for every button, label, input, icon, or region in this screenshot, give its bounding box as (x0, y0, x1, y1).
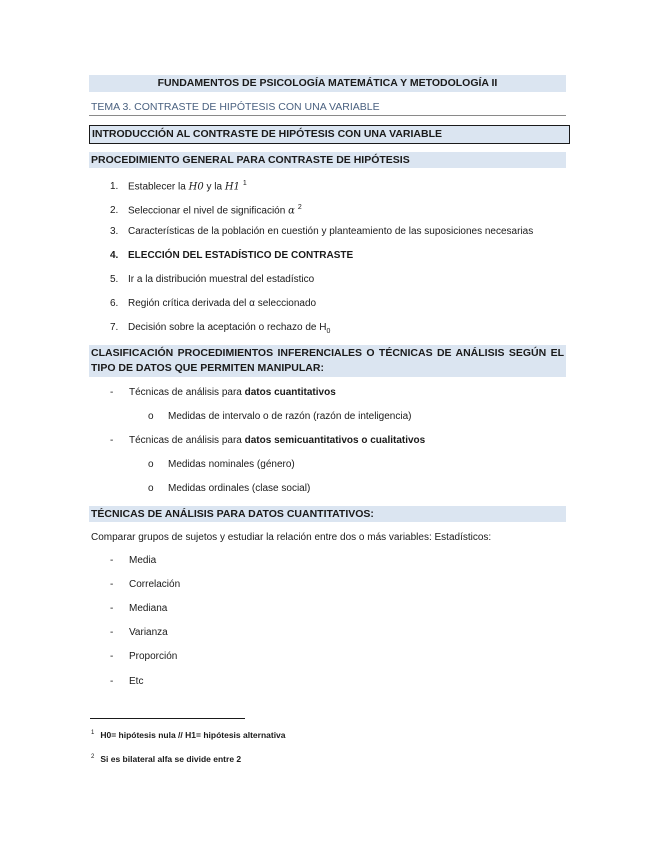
footnote-number: 1 (91, 730, 95, 736)
procedure-step-2 (110, 201, 302, 215)
step-text: Región crítica derivada del α seleccionado (128, 298, 317, 309)
footnote-1 (91, 727, 286, 741)
subitem-text: Medidas de intervalo o de razón (razón de inteligencia) (168, 411, 412, 422)
subitem-text: Medidas nominales (género) (168, 459, 295, 470)
step-number: 3. (110, 226, 119, 237)
statistic-text: Varianza (129, 627, 168, 638)
intro-heading: INTRODUCCIÓN AL CONTRASTE DE HIPÓTESIS CON UNA VARIABLE (89, 125, 570, 144)
dash-bullet: - (110, 603, 114, 614)
step-text: Seleccionar el nivel de significación (128, 205, 286, 217)
statistic-text: Correlación (129, 579, 181, 590)
classification-subitem (148, 410, 411, 424)
group-text: Técnicas de análisis para (129, 435, 245, 446)
statistic-text: Media (129, 555, 157, 566)
step-number: 5. (110, 274, 119, 285)
procedure-step-3 (110, 225, 533, 239)
procedure-step-4 (110, 249, 353, 263)
statistic-item (110, 602, 167, 616)
footnote-separator (90, 718, 245, 719)
procedure-step-1 (110, 177, 247, 191)
step-number: 2. (110, 205, 119, 217)
group-bold-text: datos semicuantitativos o cualitativos (244, 435, 426, 446)
statistic-text: Etc (129, 676, 144, 687)
dash-bullet: - (110, 651, 114, 662)
dash-bullet: - (110, 676, 114, 687)
step-text: Ir a la distribución muestral del estadístico (128, 274, 315, 285)
step-number: 1. (110, 181, 119, 193)
step-number: 7. (110, 322, 119, 333)
step-text: Características de la población en cuestión y planteamiento de las suposiciones necesarias (128, 226, 534, 237)
statistic-item (110, 675, 143, 689)
procedure-step-6 (110, 297, 316, 311)
footnote-ref-1: 1 (242, 180, 247, 187)
h1-symbol: H1 (224, 181, 240, 193)
procedure-step-7 (110, 321, 330, 335)
statistic-text: Proporción (129, 651, 178, 662)
classification-group-1 (110, 386, 336, 400)
step-number: 4. (110, 250, 119, 261)
subitem-text: Medidas ordinales (clase social) (168, 483, 311, 494)
quantitative-intro: Comparar grupos de sujetos y estudiar la relación entre dos o más variables: Estadísticos: (91, 532, 492, 543)
dash-bullet: - (110, 435, 114, 446)
circle-bullet: o (148, 459, 154, 470)
group-text: Técnicas de análisis para (129, 387, 245, 398)
statistic-text: Mediana (129, 603, 168, 614)
procedure-step-5 (110, 273, 314, 287)
classification-group-2 (110, 434, 425, 448)
statistic-item (110, 578, 180, 592)
step-text: ELECCIÓN DEL ESTADÍSTICO DE CONTRASTE (128, 250, 354, 261)
dash-bullet: - (110, 387, 114, 398)
step-text: Decisión sobre la aceptación o rechazo de H (128, 322, 327, 333)
statistic-item (110, 626, 168, 640)
dash-bullet: - (110, 579, 114, 590)
footnote-2 (91, 751, 241, 765)
classification-subitem (148, 458, 295, 472)
alpha-symbol: α (288, 205, 295, 217)
statistic-item (110, 650, 177, 664)
h0-symbol: H0 (188, 181, 204, 193)
step-number: 6. (110, 298, 119, 309)
circle-bullet: o (148, 411, 154, 422)
group-bold-text: datos cuantitativos (244, 387, 336, 398)
footnote-number: 2 (91, 754, 95, 760)
dash-bullet: - (110, 627, 114, 638)
step-text: Establecer la (128, 181, 189, 193)
statistic-item (110, 554, 156, 568)
quantitative-heading: TÉCNICAS DE ANÁLISIS PARA DATOS CUANTITATIVOS: (89, 506, 566, 522)
circle-bullet: o (148, 483, 154, 494)
classification-heading: CLASIFICACIÓN PROCEDIMIENTOS INFERENCIALES O TÉCNICAS DE ANÁLISIS SEGÚN EL TIPO DE DATOS QUE PERMITEN MANIPULAR: (89, 345, 566, 377)
footnote-ref-2: 2 (297, 204, 302, 211)
classification-subitem (148, 482, 310, 496)
procedure-heading: PROCEDIMIENTO GENERAL PARA CONTRASTE DE HIPÓTESIS (89, 152, 566, 168)
document-title: FUNDAMENTOS DE PSICOLOGÍA MATEMÁTICA Y METODOLOGÍA II (89, 75, 566, 92)
topic-heading: TEMA 3. CONTRASTE DE HIPÓTESIS CON UNA VARIABLE (89, 99, 566, 116)
footnote-text: Si es bilateral alfa se divide entre 2 (100, 753, 242, 764)
footnote-text: H0= hipótesis nula // H1= hipótesis alternativa (100, 729, 286, 740)
step-text: y la (203, 181, 225, 193)
subscript-zero: 0 (326, 328, 331, 335)
dash-bullet: - (110, 555, 114, 566)
